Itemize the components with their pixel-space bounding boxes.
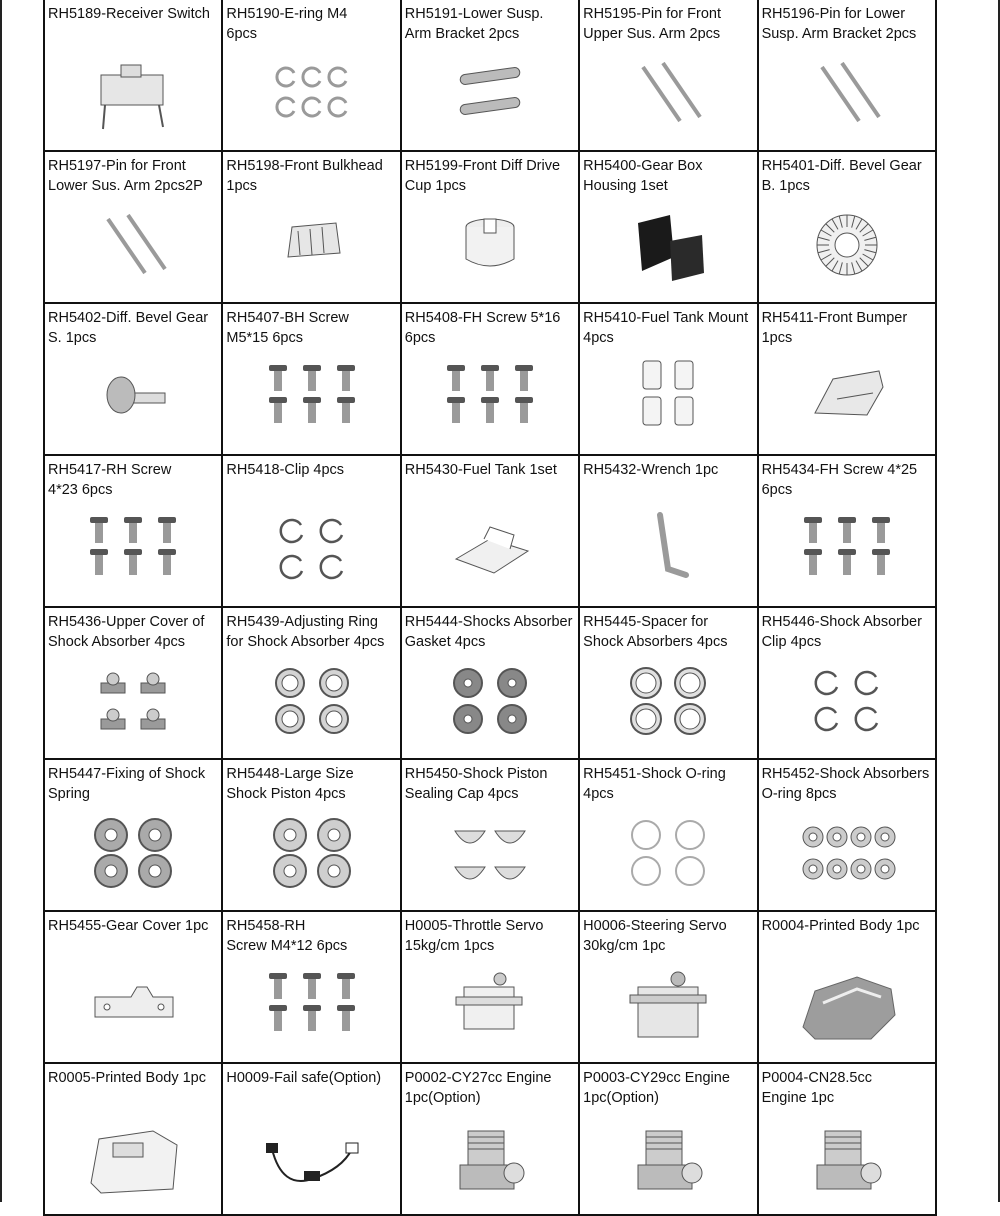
part-label: RH5444-Shocks Absorber Gasket 4pcs xyxy=(404,614,573,650)
clip-icon xyxy=(223,496,399,602)
gearbox-housing-icon xyxy=(580,192,756,298)
part-label: RH5417-RH Screw 4*23 6pcs xyxy=(48,462,172,498)
part-cell xyxy=(401,911,579,1063)
o-ring-icon xyxy=(580,800,756,906)
part-cell xyxy=(579,455,757,607)
part-label: RH5451-Shock O-ring 4pcs xyxy=(583,766,726,802)
part-label: RH5439-Adjusting Ring for Shock Absorber 4pcs xyxy=(226,614,385,650)
servo-icon xyxy=(402,952,578,1058)
part-label: RH5447-Fixing of Shock Spring xyxy=(48,766,206,802)
part-cell xyxy=(44,759,222,911)
part-label: RH5410-Fuel Tank Mount 4pcs xyxy=(583,310,749,346)
gasket-icon xyxy=(402,648,578,754)
part-label: RH5402-Diff. Bevel Gear S. 1pcs xyxy=(48,310,209,346)
parts-grid xyxy=(43,0,937,1216)
part-cell xyxy=(401,151,579,303)
part-label: RH5195-Pin for Front Upper Sus. Arm 2pcs xyxy=(583,6,721,42)
part-cell xyxy=(758,607,936,759)
pin-icon xyxy=(580,40,756,146)
engine-icon xyxy=(402,1104,578,1210)
part-label: P0004-CN28.5cc Engine 1pc xyxy=(761,1070,872,1106)
parts-row xyxy=(44,911,936,1063)
piston-icon xyxy=(223,800,399,906)
part-label: RH5450-Shock Piston Sealing Cap 4pcs xyxy=(404,766,548,802)
part-cell xyxy=(579,911,757,1063)
part-label: RH5198-Front Bulkhead 1pcs xyxy=(226,158,383,194)
wrench-icon xyxy=(580,496,756,602)
parts-row xyxy=(44,455,936,607)
part-cell xyxy=(401,1063,579,1215)
screw-set-icon xyxy=(759,496,935,602)
part-label: RH5434-FH Screw 4*25 6pcs xyxy=(761,462,918,498)
screw-set-icon xyxy=(402,344,578,450)
part-label: RH5190-E-ring M4 6pcs xyxy=(226,6,348,42)
part-label: P0003-CY29cc Engine 1pc(Option) xyxy=(583,1070,730,1106)
fail-safe-icon xyxy=(223,1104,399,1210)
part-cell xyxy=(579,607,757,759)
part-label: RH5452-Shock Absorbers O-ring 8pcs xyxy=(761,766,930,802)
part-label: RH5448-Large Size Shock Piston 4pcs xyxy=(226,766,354,802)
part-label: RH5196-Pin for Lower Susp. Arm Bracket 2pcs xyxy=(761,6,917,42)
part-cell xyxy=(44,303,222,455)
bevel-gear-icon xyxy=(759,192,935,298)
part-cell xyxy=(579,151,757,303)
part-label: RH5407-BH Screw M5*15 6pcs xyxy=(226,310,349,346)
part-label: RH5430-Fuel Tank 1set xyxy=(404,462,557,478)
part-label: RH5436-Upper Cover of Shock Absorber 4pcs xyxy=(48,614,205,650)
e-ring-icon xyxy=(223,40,399,146)
part-cell xyxy=(44,0,222,151)
o-ring-small-icon xyxy=(759,800,935,906)
part-cell xyxy=(44,607,222,759)
pinion-gear-icon xyxy=(45,344,221,450)
part-label: RH5199-Front Diff Drive Cup 1pcs xyxy=(404,158,561,194)
spring-fixing-icon xyxy=(45,800,221,906)
part-label: RH5432-Wrench 1pc xyxy=(583,462,719,478)
part-label: RH5445-Spacer for Shock Absorbers 4pcs xyxy=(583,614,728,650)
parts-row xyxy=(44,607,936,759)
part-cell xyxy=(44,1063,222,1215)
screw-set-icon xyxy=(45,496,221,602)
part-cell xyxy=(579,1063,757,1215)
printed-body-icon xyxy=(759,952,935,1058)
part-label: RH5418-Clip 4pcs xyxy=(226,462,345,478)
arm-bracket-icon xyxy=(402,40,578,146)
part-label: RH5446-Shock Absorber Clip 4pcs xyxy=(761,614,922,650)
part-cell xyxy=(222,303,400,455)
part-cell xyxy=(44,151,222,303)
part-label: RH5191-Lower Susp. Arm Bracket 2pcs xyxy=(404,6,544,42)
part-cell xyxy=(758,911,936,1063)
part-cell xyxy=(579,303,757,455)
parts-row xyxy=(44,759,936,911)
printed-body-white-icon xyxy=(45,1104,221,1210)
part-label: P0002-CY27cc Engine 1pc(Option) xyxy=(404,1070,552,1106)
part-cell xyxy=(579,0,757,151)
part-label: RH5401-Diff. Bevel Gear B. 1pcs xyxy=(761,158,922,194)
fuel-tank-icon xyxy=(402,496,578,602)
bumper-icon xyxy=(759,344,935,450)
spacer-icon xyxy=(580,648,756,754)
clip-icon xyxy=(759,648,935,754)
pin-icon xyxy=(45,192,221,298)
part-label: R0005-Printed Body 1pc xyxy=(48,1070,206,1086)
screw-set-icon xyxy=(223,344,399,450)
part-cell xyxy=(758,455,936,607)
bulkhead-icon xyxy=(223,192,399,298)
part-cell xyxy=(758,759,936,911)
tank-mount-icon xyxy=(580,344,756,450)
screw-set-icon xyxy=(223,952,399,1058)
part-label: H0005-Throttle Servo 15kg/cm 1pcs xyxy=(404,918,544,954)
parts-row xyxy=(44,151,936,303)
part-cell xyxy=(401,0,579,151)
part-label: RH5408-FH Screw 5*16 6pcs xyxy=(404,310,561,346)
part-cell xyxy=(401,759,579,911)
part-cell xyxy=(44,911,222,1063)
part-label: H0006-Steering Servo 30kg/cm 1pc xyxy=(583,918,727,954)
parts-row xyxy=(44,1063,936,1215)
page-border-left xyxy=(0,0,2,1202)
part-label: RH5411-Front Bumper 1pcs xyxy=(761,310,908,346)
shock-cover-icon xyxy=(45,648,221,754)
part-cell xyxy=(222,455,400,607)
part-label: R0004-Printed Body 1pc xyxy=(761,918,920,934)
part-label: RH5189-Receiver Switch xyxy=(48,6,210,22)
part-label: RH5400-Gear Box Housing 1set xyxy=(583,158,703,194)
servo-large-icon xyxy=(580,952,756,1058)
part-label: H0009-Fail safe(Option) xyxy=(226,1070,382,1086)
part-cell xyxy=(758,151,936,303)
pin-icon xyxy=(759,40,935,146)
engine-icon xyxy=(759,1104,935,1210)
part-cell xyxy=(222,607,400,759)
part-cell xyxy=(222,1063,400,1215)
gear-cover-icon xyxy=(45,952,221,1058)
part-cell xyxy=(222,759,400,911)
part-cell xyxy=(758,0,936,151)
part-cell xyxy=(758,303,936,455)
part-cell xyxy=(222,151,400,303)
part-cell xyxy=(401,455,579,607)
drive-cup-icon xyxy=(402,192,578,298)
part-cell xyxy=(758,1063,936,1215)
part-cell xyxy=(401,303,579,455)
part-cell xyxy=(222,911,400,1063)
part-cell xyxy=(579,759,757,911)
engine-icon xyxy=(580,1104,756,1210)
adjusting-ring-icon xyxy=(223,648,399,754)
part-label: RH5458-RH Screw M4*12 6pcs xyxy=(226,918,348,954)
parts-row xyxy=(44,303,936,455)
part-label: RH5197-Pin for Front Lower Sus. Arm 2pcs2P xyxy=(48,158,203,194)
receiver-switch-icon xyxy=(45,40,221,146)
sealing-cap-icon xyxy=(402,800,578,906)
parts-row xyxy=(44,0,936,151)
part-label: RH5455-Gear Cover 1pc xyxy=(48,918,209,934)
part-cell xyxy=(222,0,400,151)
part-cell xyxy=(401,607,579,759)
part-cell xyxy=(44,455,222,607)
